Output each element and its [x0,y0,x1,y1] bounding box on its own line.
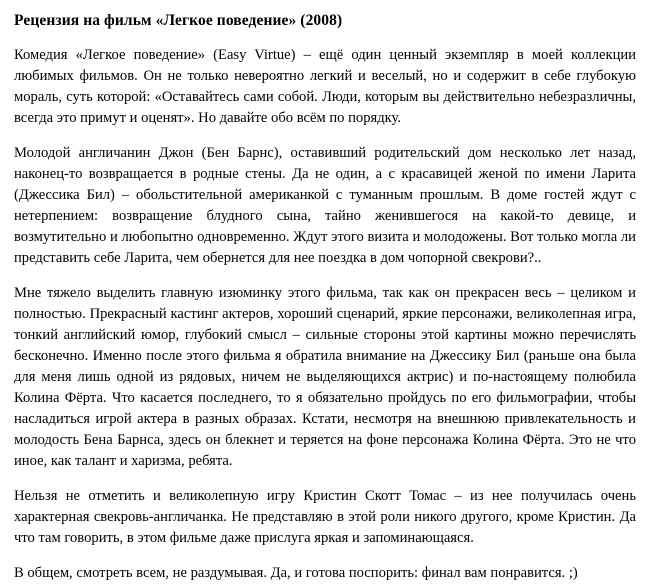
page-title: Рецензия на фильм «Легкое поведение» (2008) [14,12,343,29]
review-paragraph-2: Молодой англичанин Джон (Бен Барнс), оставивший родительский дом несколько лет назад, наконец-то возвращается в родные стены. Да не один, а с красавицей женой по имени Ларита (Джессика Бил) – обольстительной американкой с туманным прошлым. В доме гостей ждут с нетерпением: возвращение блудного сына, тайно женившегося на какой-то девице, и возмутительно и любопытно одновременно. Ждут этого визита и молодожены. Вот только могла ли представить себе Ларита, чем обернется для нее поездка в дом чопорной свекрови?.. [14,145,636,266]
review-paragraph-1: Комедия «Легкое поведение» (Easy Virtue) – ещё один ценный экземпляр в моей коллекции любимых фильмов. Он не только невероятно легкий и веселый, но и содержит в себе глубокую мораль, суть которой: «Оставайтесь сами собой. Люди, которым вы действительно небезразличны, всегда это примут и оценят». Но давайте обо всём по порядку. [14,47,636,126]
review-paragraph-5: В общем, смотреть всем, не раздумывая. Да, и готова поспорить: финал вам понравится. ;) [14,565,578,581]
review-paragraph-4: Нельзя не отметить и великолепную игру Кристин Скотт Томас – из нее получилась очень характерная свекровь-англичанка. Не представляю в этой роли никого другого, кроме Кристин. Да что там говорить, в этом фильме даже прислуга яркая и запоминающаяся. [14,488,636,546]
review-paragraph-3: Мне тяжело выделить главную изюминку этого фильма, так как он прекрасен весь – целиком и полностью. Прекрасный кастинг актеров, хороший сценарий, яркие персонажи, великолепная игра, тонкий английский юмор, глубокий смысл – сильные стороны этой картины можно перечислять бесконечно. Именно после этого фильма я обратила внимание на Джессику Бил (раньше она была для меня лишь одной из рядовых, ничем не выделяющихся актрис) и по-настоящему полюбила Колина Фёрта. Что касается последнего, то я обязательно пройдусь по его фильмографии, чтобы насладиться игрой актера в разных образах. Кстати, несмотря на внешнюю привлекательность и молодость Бена Барнса, здесь он блекнет и теряется на фоне персонажа Колина Фёрта. Это не что иное, как талант и харизма, ребята. [14,285,636,469]
review-body [14,45,636,584]
